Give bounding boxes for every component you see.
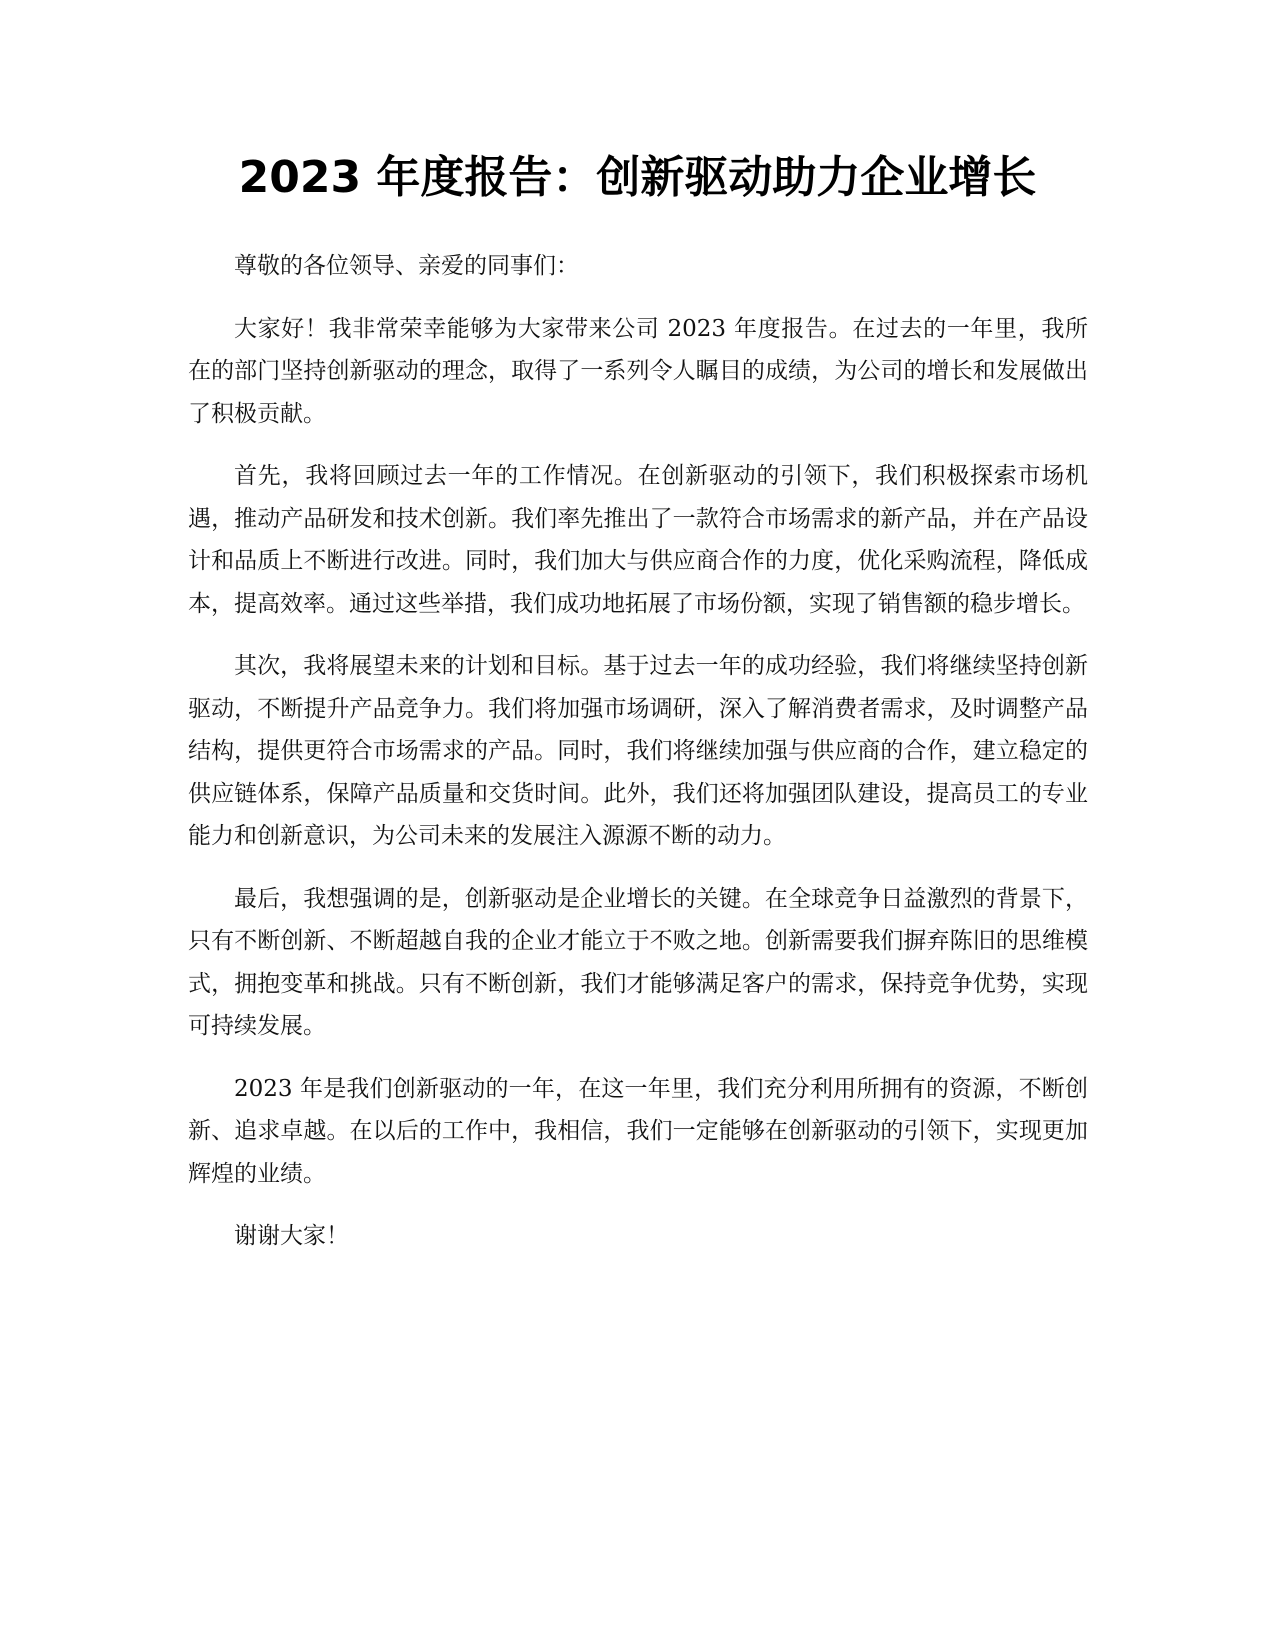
document-body: [188, 245, 1088, 1278]
review-paragraph: 首先，我将回顾过去一年的工作情况。在创新驱动的引领下，我们积极探索市场机遇，推动产品研发和技术创新。我们率先推出了一款符合市场需求的新产品，并在产品设计和品质上不断进行改进。同时，我们加大与供应商合作的力度，优化采购流程，降低成本，提高效率。通过这些举措，我们成功地拓展了市场份额，实现了销售额的稳步增长。: [188, 463, 1088, 617]
closing-paragraph: 谢谢大家！: [234, 1223, 349, 1249]
salutation-paragraph: 尊敬的各位领导、亲爱的同事们：: [234, 253, 579, 279]
intro-paragraph: 大家好！我非常荣幸能够为大家带来公司 2023 年度报告。在过去的一年里，我所在的部门坚持创新驱动的理念，取得了一系列令人瞩目的成绩，为公司的增长和发展做出了积极贡献。: [188, 315, 1088, 427]
outlook-paragraph: 其次，我将展望未来的计划和目标。基于过去一年的成功经验，我们将继续坚持创新驱动，不断提升产品竞争力。我们将加强市场调研，深入了解消费者需求，及时调整产品结构，提供更符合市场需求的产品。同时，我们将继续加强与供应商的合作，建立稳定的供应链体系，保障产品质量和交货时间。此外，我们还将加强团队建设，提高员工的专业能力和创新意识，为公司未来的发展注入源源不断的动力。: [188, 653, 1088, 849]
summary-paragraph: 2023 年是我们创新驱动的一年，在这一年里，我们充分利用所拥有的资源，不断创新、追求卓越。在以后的工作中，我相信，我们一定能够在创新驱动的引领下，实现更加辉煌的业绩。: [188, 1075, 1088, 1187]
emphasis-paragraph: 最后，我想强调的是，创新驱动是企业增长的关键。在全球竞争日益激烈的背景下，只有不断创新、不断超越自我的企业才能立于不败之地。创新需要我们摒弃陈旧的思维模式，拥抱变革和挑战。只有不断创新，我们才能够满足客户的需求，保持竞争优势，实现可持续发展。: [188, 885, 1088, 1039]
document-title: 2023 年度报告：创新驱动助力企业增长: [238, 152, 1037, 203]
